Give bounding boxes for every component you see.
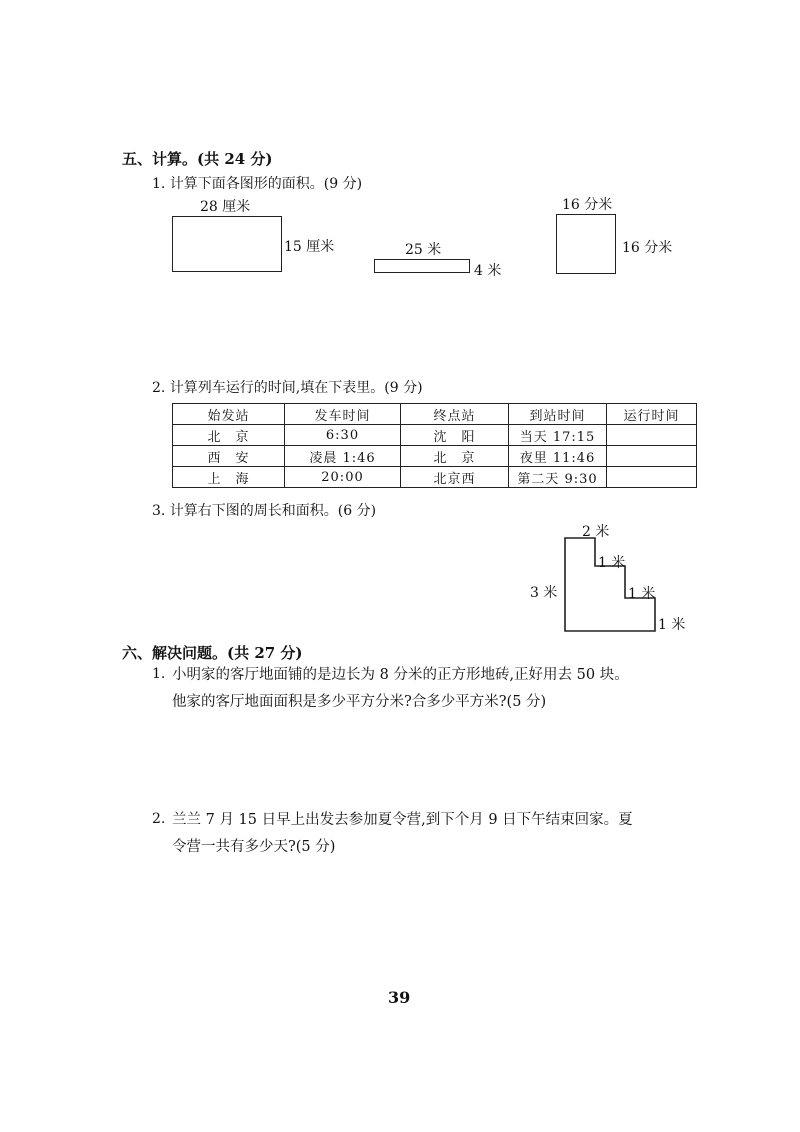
rect1-width-label: 28 厘米 — [200, 199, 251, 215]
cell-arrival-station: 北 京 — [401, 446, 509, 467]
cell-travel-time-answer[interactable] — [607, 425, 697, 446]
header-travel-time: 运行时间 — [607, 404, 697, 425]
question-6-1-number: 1. — [152, 666, 166, 682]
cell-arrival-station: 沈 阳 — [401, 425, 509, 446]
rect2-width-label: 25 米 — [405, 242, 442, 258]
question-6-1-line2: 他家的客厅地面面积是多少平方分米?合多少平方米?(5 分) — [172, 694, 547, 710]
header-arrival-station: 终点站 — [401, 404, 509, 425]
rect2-height-label: 4 米 — [474, 263, 502, 279]
staircase-step3-label: 1 米 — [658, 617, 686, 633]
question-5-2-text: 2. 计算列车运行的时间,填在下表里。(9 分) — [152, 380, 423, 396]
staircase-step1-label: 1 米 — [598, 555, 626, 571]
train-time-table — [172, 403, 697, 488]
square-width-label: 16 分米 — [562, 197, 613, 213]
page-number: 39 — [388, 988, 411, 1007]
table-row — [173, 467, 697, 488]
question-6-2-line1: 兰兰 7 月 15 日早上出发去参加夏令营,到下个月 9 日下午结束回家。夏 — [172, 812, 633, 828]
header-departure-time: 发车时间 — [285, 404, 401, 425]
table-row — [173, 446, 697, 467]
rect1-height-label: 15 厘米 — [284, 239, 335, 255]
table-row — [173, 425, 697, 446]
question-6-2-line2: 令营一共有多少天?(5 分) — [172, 839, 336, 855]
table-header-row — [173, 404, 697, 425]
rect2-figure — [374, 259, 470, 273]
question-5-1-text: 1. 计算下面各图形的面积。(9 分) — [152, 176, 363, 192]
cell-departure-station: 上 海 — [173, 467, 285, 488]
cell-departure-time: 凌晨 1:46 — [285, 446, 401, 467]
cell-departure-time: 6:30 — [285, 425, 401, 446]
header-departure-station: 始发站 — [173, 404, 285, 425]
section-5-title: 五、计算。(共 24 分) — [122, 150, 273, 168]
staircase-left-label: 3 米 — [530, 585, 558, 601]
cell-departure-station: 西 安 — [173, 446, 285, 467]
cell-departure-time: 20:00 — [285, 467, 401, 488]
cell-arrival-station: 北京西 — [401, 467, 509, 488]
square-figure — [556, 214, 616, 274]
header-arrival-time: 到站时间 — [509, 404, 607, 425]
section-6-title: 六、解决问题。(共 27 分) — [122, 644, 303, 662]
rect1-figure — [172, 216, 282, 272]
square-height-label: 16 分米 — [622, 240, 673, 256]
question-6-2-number: 2. — [152, 811, 166, 827]
cell-arrival-time: 第二天 9:30 — [509, 467, 607, 488]
staircase-step2-label: 1 米 — [628, 586, 656, 602]
question-5-3-text: 3. 计算右下图的周长和面积。(6 分) — [152, 503, 377, 519]
cell-arrival-time: 夜里 11:46 — [509, 446, 607, 467]
cell-arrival-time: 当天 17:15 — [509, 425, 607, 446]
staircase-top-label: 2 米 — [582, 524, 610, 540]
cell-departure-station: 北 京 — [173, 425, 285, 446]
cell-travel-time-answer[interactable] — [607, 446, 697, 467]
cell-travel-time-answer[interactable] — [607, 467, 697, 488]
question-6-1-line1: 小明家的客厅地面铺的是边长为 8 分米的正方形地砖,正好用去 50 块。 — [172, 667, 629, 683]
